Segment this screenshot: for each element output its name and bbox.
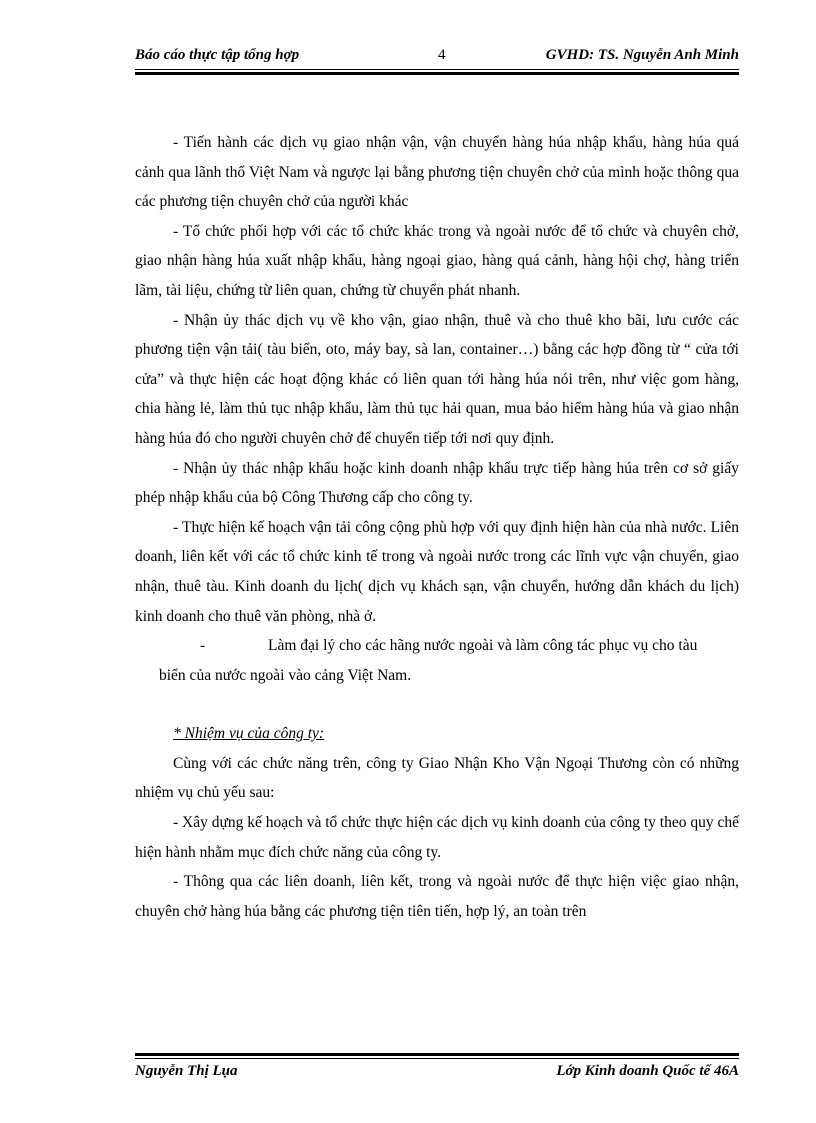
header-report-title: Báo cáo thực tập tổng hợp (135, 47, 300, 63)
page-footer (135, 1060, 739, 1084)
dash-item-mark: - (200, 637, 206, 655)
dash-item-text: Làm đại lý cho các hãng nước ngoài và làm công tác phục vụ cho tàu (268, 637, 698, 655)
paragraph-5: - Thực hiện kế hoạch vận tải công cộng phù hợp với quy định hiện hàn của nhà nước. Liên doanh, liên kết với các tổ chức kinh tế trong và ngoài nước trong các lĩnh vực vận chuyển, giao nhận, thuê tàu. Kinh doanh du lịch( dịch vụ khách sạn, vận chuyển, hướng dẫn khách du lịch) kinh doanh cho thuê văn phòng, nhà ở. (135, 518, 739, 625)
section-paragraph-1: Cùng với các chức năng trên, công ty Giao Nhận Kho Vận Ngoại Thương còn có những nhiệm vụ chủ yếu sau: (135, 754, 739, 802)
dash-item (135, 631, 739, 661)
header-rule-thin (135, 69, 739, 70)
footer-author: Nguyễn Thị Lụa (135, 1063, 238, 1079)
section-paragraph-2: - Xây dựng kế hoạch và tổ chức thực hiện các dịch vụ kinh doanh của công ty theo quy chế hiện hành nhằm mục đích chức năng của công ty. (135, 814, 739, 861)
paragraph-2: - Tổ chức phối hợp với các tổ chức khác trong và ngoài nước để tổ chức và chuyên chở, giao nhận hàng húa xuất nhập khẩu, hàng ngoại giao, hàng quá cảnh, hàng hội chợ, hàng triển lãm, tài liệu, chứng từ liên quan, chứng từ chuyển phát nhanh. (135, 222, 739, 299)
paragraph-4: - Nhận ủy thác nhập khẩu hoặc kinh doanh nhập khẩu trực tiếp hàng húa trên cơ sở giấy phép nhập khẩu của bộ Công Thương cấp cho công ty. (135, 459, 739, 507)
header-page-number: 4 (438, 47, 446, 63)
footer-rule-thin (135, 1058, 739, 1059)
paragraph-3: - Nhận ủy thác dịch vụ về kho vận, giao nhận, thuê và cho thuê kho bãi, lưu cước các phương tiện vận tải( tàu biển, oto, máy bay, sà lan, container…) bằng các hợp đồng từ “ cửa tới cửa” và thực hiện các hoạt động khác có liên quan tới hàng húa nói trên, như việc gom hàng, chia hàng lẻ, làm thủ tục nhập khẩu, làm thủ tục hải quan, mua bảo hiểm hàng húa và giao nhận hàng húa đó cho người chuyên chở để chuyển tiếp tới nơi quy định. (135, 311, 739, 447)
section-paragraph-3: - Thông qua các liên doanh, liên kết, trong và ngoài nước để thực hiện việc giao nhận, chuyên chở hàng húa bằng các phương tiện tiên tiến, hợp lý, an toàn trên (135, 873, 739, 920)
footer-rule-thick (135, 1053, 739, 1056)
footer-class: Lớp Kinh doanh Quốc tế 46A (556, 1063, 739, 1079)
dash-item-continuation: biển của nước ngoài vào cảng Việt Nam. (159, 666, 412, 684)
header-supervisor: GVHD: TS. Nguyễn Anh Minh (545, 47, 739, 63)
header-rule-thick (135, 72, 739, 75)
page-header (135, 44, 739, 68)
paragraph-1: - Tiến hành các dịch vụ giao nhận vận, vận chuyển hàng húa nhập khẩu, hàng húa quá cảnh qua lãnh thổ Việt Nam và ngược lại bằng phương tiện chuyên chở của mình hoặc thông qua các phương tiện chuyên chở của người khác (135, 134, 739, 211)
document-body (135, 128, 739, 926)
section-title: * Nhiệm vụ của công ty: (173, 725, 325, 743)
